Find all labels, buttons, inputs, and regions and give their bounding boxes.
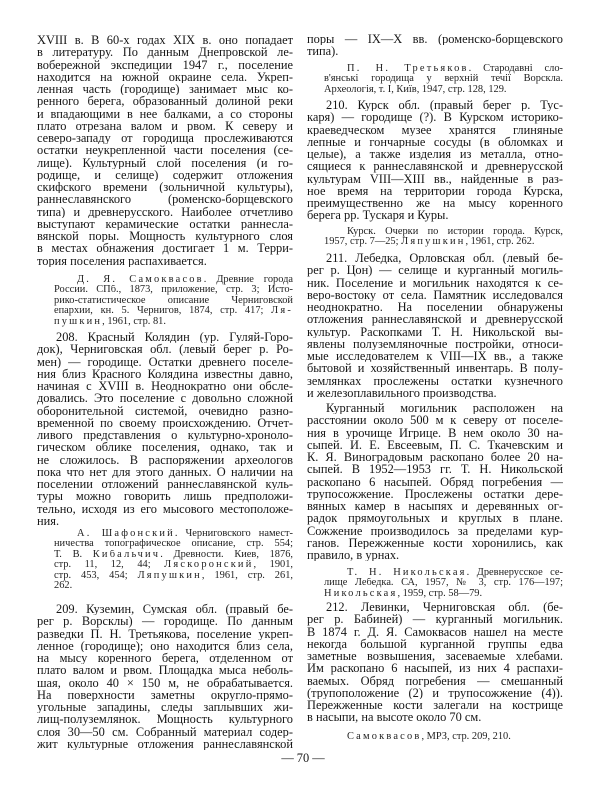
paragraph-211-barrows <box>307 402 563 561</box>
text-segment: Т. В. <box>54 549 93 560</box>
text-line: преимущественно же на мысу коренного <box>307 197 563 210</box>
text-line: разведки П. Н. Третьякова, поселение укреп- <box>37 627 293 640</box>
text-line <box>324 64 563 74</box>
text-line: в литературу. По данным Днепровской ле- <box>37 46 293 59</box>
text-line: лепные и гончарные сосуды (в обломках и <box>307 135 563 148</box>
author-name: Ля- <box>271 306 293 317</box>
paragraph-212 <box>307 601 563 724</box>
text-line: мые исследователем к VIII—IX вв., а также <box>307 350 563 363</box>
text-line: ваемых. Обряд погребения — смешанный <box>307 674 563 687</box>
text-line: не сложилось. В распоряжении археологов <box>37 453 293 466</box>
text-line: остатки неукрепленной части поселения (се- <box>37 144 293 157</box>
reference-212 <box>324 732 563 742</box>
text-line: поры — IX—X вв. (роменско-борщевского <box>307 33 563 46</box>
text-line: рико-статистическое описание Черниговской <box>54 295 293 306</box>
text-line <box>324 589 563 599</box>
text-line <box>324 568 563 578</box>
text-segment: , 1961, стр. 81. <box>102 316 166 327</box>
reference-210 <box>324 227 563 248</box>
text-line: правило, в урнах. <box>307 549 400 562</box>
text-line: веро-востоку от села. Памятник исследовался <box>307 288 563 301</box>
text-line: типа). <box>307 45 339 58</box>
paragraph-209-continuation <box>307 33 563 58</box>
text-segment: стр. 453, 454; <box>54 570 138 581</box>
author-name: Ляпушкин <box>137 570 202 581</box>
text-line: ренного берега, образованный долиной реки <box>37 95 293 108</box>
text-segment: . Древности. Киев, 1876, <box>160 549 293 560</box>
text-line: (трупоположение (2) и трупосожжение (4)). <box>307 686 563 699</box>
text-line: каря) — городище (?). В Курском историко- <box>307 111 563 124</box>
author-name: Кибальчич <box>92 549 161 560</box>
text-line: и железоплавильного производства. <box>307 386 497 399</box>
text-line: неоднократно. На поселении обнаружены <box>307 301 563 314</box>
text-line: ничества топографическое описание, стр. 554; <box>54 539 293 550</box>
text-line: в насыпи, на высоте около 70 см. <box>307 711 482 724</box>
text-line <box>54 560 293 570</box>
text-line: сыпей. В 1952—1953 гг. Т. Н. Никольской <box>307 463 563 476</box>
text-line: берега рр. Тускаря и Куры. <box>307 209 449 222</box>
paragraph-210 <box>307 99 563 222</box>
page-number: — 70 — <box>281 751 325 765</box>
text-segment: . Древние города <box>203 275 293 285</box>
text-line: ник. Поселение и могильник находятся к се- <box>307 276 563 289</box>
text-line: жит культурные отложения раннеславянской <box>37 737 293 750</box>
text-line: ленное (городище); оно находится близ села, <box>37 639 293 652</box>
text-line: типа) и древнерусского. Наиболее отчетливо <box>37 205 293 218</box>
text-line: плато валом и рвом. Площадка мыса неболь- <box>37 664 293 677</box>
text-line: культур. Раскопками Т. Н. Никольской вы- <box>307 325 563 338</box>
text-line: России. СПб., 1873, приложение, стр. 3; Исто- <box>54 285 293 296</box>
text-line: 208. Красный Колядин (ур. Гуляй-Горо- <box>56 331 293 344</box>
text-line: Курганный могильник расположен на <box>326 402 563 415</box>
text-segment: , 1961, стр. 261, <box>201 570 293 581</box>
text-line: некогда большой курганной группы едва <box>307 637 563 650</box>
author-name: А. Шафонский <box>77 529 175 539</box>
text-line: док), Черниговская обл. (левый берег р. Ро- <box>37 343 293 356</box>
text-line: Пережженные кости залегали на кострище <box>307 699 563 712</box>
text-line: радок прямоугольных и круглых в плане. <box>307 512 563 525</box>
text-line: выступают керамические остатки раннесла- <box>37 217 293 230</box>
text-line <box>54 529 293 539</box>
text-line: плато отрезана валом и рвом. К северу и <box>37 119 293 132</box>
text-line: рег р. Цон) — селище и курганный могиль- <box>307 264 563 277</box>
text-line: вянных камер в насыпях и деревянных ог- <box>307 500 563 513</box>
text-segment: , 1961, стр. 262. <box>465 237 535 248</box>
text-line: целые), а также изделия из металла, отно- <box>307 148 563 161</box>
text-line: краеведческом музее хранятся глиняные <box>307 123 563 136</box>
text-line: рег р. Бабиней) — курганный могильник. <box>307 613 563 626</box>
text-segment: , 1901, <box>253 560 293 571</box>
text-line: мен) — городище. Остатки древнего поселе- <box>37 355 293 368</box>
text-segment: , МРЗ, стр. 209, 210. <box>421 732 511 742</box>
text-line: заметные возвышения, засеваемые хлебами. <box>307 650 563 663</box>
text-line <box>54 275 293 285</box>
text-line: тория поселения распахивается. <box>37 254 207 267</box>
text-line: слоя 30—50 см. Собранный материал содер- <box>37 725 293 738</box>
paragraph-207-continuation <box>37 34 293 267</box>
text-line: тельно, исходя из его мысового местоположе- <box>37 502 293 515</box>
reference-208 <box>54 529 293 591</box>
text-line: лище Лебедка. СА, 1957, № 3, стр. 176—197; <box>324 578 563 589</box>
text-line: шая, около 40 × 150 м, не обрабатывается. <box>37 676 293 689</box>
text-line: лище). Культурный слой поселения (и го- <box>37 156 293 169</box>
text-line: К. Я. Виноградовым раскопано более 20 на- <box>307 451 563 464</box>
text-line: в'янські городища у верхній течії Ворскла. <box>324 74 563 85</box>
text-line: раскопано 6 насыпей. Обряд погребения — <box>307 475 563 488</box>
text-line: лищ-полуземлянок. Мощность культурного <box>37 713 293 726</box>
text-segment: епархии, кн. 5. Чернигов, 1874, стр. 417; <box>54 306 272 317</box>
text-line <box>324 732 563 742</box>
reference-207 <box>54 275 293 327</box>
author-name: Никольская <box>324 588 398 599</box>
text-line: явлены полуземляночные постройки, относи- <box>307 337 563 350</box>
text-segment: , 1959, стр. 58—79. <box>397 588 483 599</box>
text-line: скифского времени (зольничной культуры), <box>37 181 293 194</box>
author-name: Д. Я. Самоквасов <box>77 275 204 285</box>
text-line: на мысу коренного берега, отделенном от <box>37 652 293 665</box>
text-segment: . Древнерусское се- <box>466 568 563 578</box>
text-line: Сожжение производилось за пределами кур- <box>307 524 563 537</box>
text-line: На поверхности заметны округло-прямо- <box>37 688 293 701</box>
text-line: гическом облике поселения, однако, так и <box>37 441 293 454</box>
text-line: 209. Куземин, Сумская обл. (правый бе- <box>56 603 293 616</box>
text-line: ное время на территории города Курска, <box>307 184 563 197</box>
text-line: ленная часть (городище) занимает мыс ко- <box>37 83 293 96</box>
text-segment: . Стародавні сло- <box>468 64 563 74</box>
text-line: начиная с XVIII в. Неоднократно они обсле- <box>37 380 293 393</box>
paragraph-211 <box>307 252 563 399</box>
text-line: В 1874 г. Д. Я. Самоквасов нашел на месте <box>307 625 563 638</box>
text-line <box>324 237 563 247</box>
text-line: Курск. Очерки по истории города. Курск, <box>347 227 563 237</box>
paragraph-208 <box>37 331 293 527</box>
text-line: ния близ Красного Колядина известны давно, <box>37 367 293 380</box>
text-line: раннеславянского (роменско-борщевского <box>37 193 293 206</box>
text-line: расстоянии около 500 м к северу от поселе- <box>307 414 563 427</box>
text-line <box>54 550 293 560</box>
text-line: трупосожжение. Прослежены остатки дере- <box>307 487 563 500</box>
text-line: находится на южной окраине села. Укреп- <box>37 70 293 83</box>
text-line: культурам VIII—XIII вв., найденные в раз- <box>307 172 563 185</box>
text-line: северо-западу от городища прослеживаются <box>37 132 293 145</box>
text-line: Археологія, т. I, Київ, 1947, стр. 128, 129. <box>324 84 507 95</box>
text-line: вобережной экспедиции 1947 г., поселение <box>37 58 293 71</box>
text-line: угольные западины, следы заплывших жи- <box>37 701 293 714</box>
text-line <box>54 306 293 316</box>
text-line: Им раскопано 6 насыпей, из них 4 распахи- <box>307 662 563 675</box>
text-line: пока что нет для этого данных. О наличии на <box>37 465 293 478</box>
text-line: землянках прослежены остатки кузнечного <box>307 374 563 387</box>
text-line: сыпей. И. Е. Евсеевым, П. С. Ткачевским и <box>307 438 563 451</box>
text-line: временной по своему происхождению. Отчет- <box>37 416 293 429</box>
text-line: 211. Лебедка, Орловская обл. (левый бе- <box>326 252 563 265</box>
text-line: оборонительной системой, очевидно разно- <box>37 404 293 417</box>
text-line: довались. Это поселение с довольно сложной <box>37 392 293 405</box>
text-line: поселении отложений раннеславянской куль- <box>37 478 293 491</box>
text-line: XVIII в. В 60-х годах XIX в. оно попадает <box>37 34 293 47</box>
text-line: туры можно говорить лишь предположи- <box>37 490 293 503</box>
reference-209 <box>324 64 563 95</box>
text-line: и впадающими в нее балками, а со стороны <box>37 107 293 120</box>
author-name: П. Н. Третьяков <box>347 64 469 74</box>
text-line: сящиеся к раннеславянской и древнерусской <box>307 160 563 173</box>
text-line: рег р. Ворсклы) — городище. По данным <box>37 615 293 628</box>
reference-211 <box>324 568 563 599</box>
text-line <box>54 317 293 327</box>
text-segment: 1957, стр. 7—25; <box>324 237 402 248</box>
author-name: пушкин <box>54 316 103 327</box>
text-line: отложения раннеславянской и древнерусской <box>307 313 563 326</box>
text-line: в местах обнажения достигает 1 м. Терри- <box>37 242 293 255</box>
author-name: Самоквасов <box>347 732 422 742</box>
text-line: родище, и селище) содержит отложения <box>37 168 293 181</box>
text-segment: . Черниговского намест- <box>174 529 293 539</box>
text-line: 262. <box>54 580 73 591</box>
author-name: Ляскоронский <box>164 560 254 571</box>
text-line: бытовой и хозяйственный инвентарь. В полу- <box>307 362 563 375</box>
text-line: ливого представления о культурно-хроноло- <box>37 429 293 442</box>
text-line: 212. Левинки, Черниговская обл. (бе- <box>326 601 563 614</box>
paragraph-209 <box>37 603 293 750</box>
text-line <box>54 571 293 581</box>
text-line: ганов. Пережженные кости хоронились, как <box>307 536 563 549</box>
text-line: вянской поры. Мощность культурного слоя <box>37 230 293 243</box>
author-name: Т. Н. Никольская <box>347 568 467 578</box>
author-name: Ляпушкин <box>401 237 466 248</box>
text-segment: стр. 11, 12, 44; <box>54 560 165 571</box>
text-line: ния. <box>37 514 60 527</box>
text-line: ния в урочище Игрице. В нем около 30 на- <box>307 426 563 439</box>
text-line: 210. Курск обл. (правый берег р. Тус- <box>326 99 563 112</box>
